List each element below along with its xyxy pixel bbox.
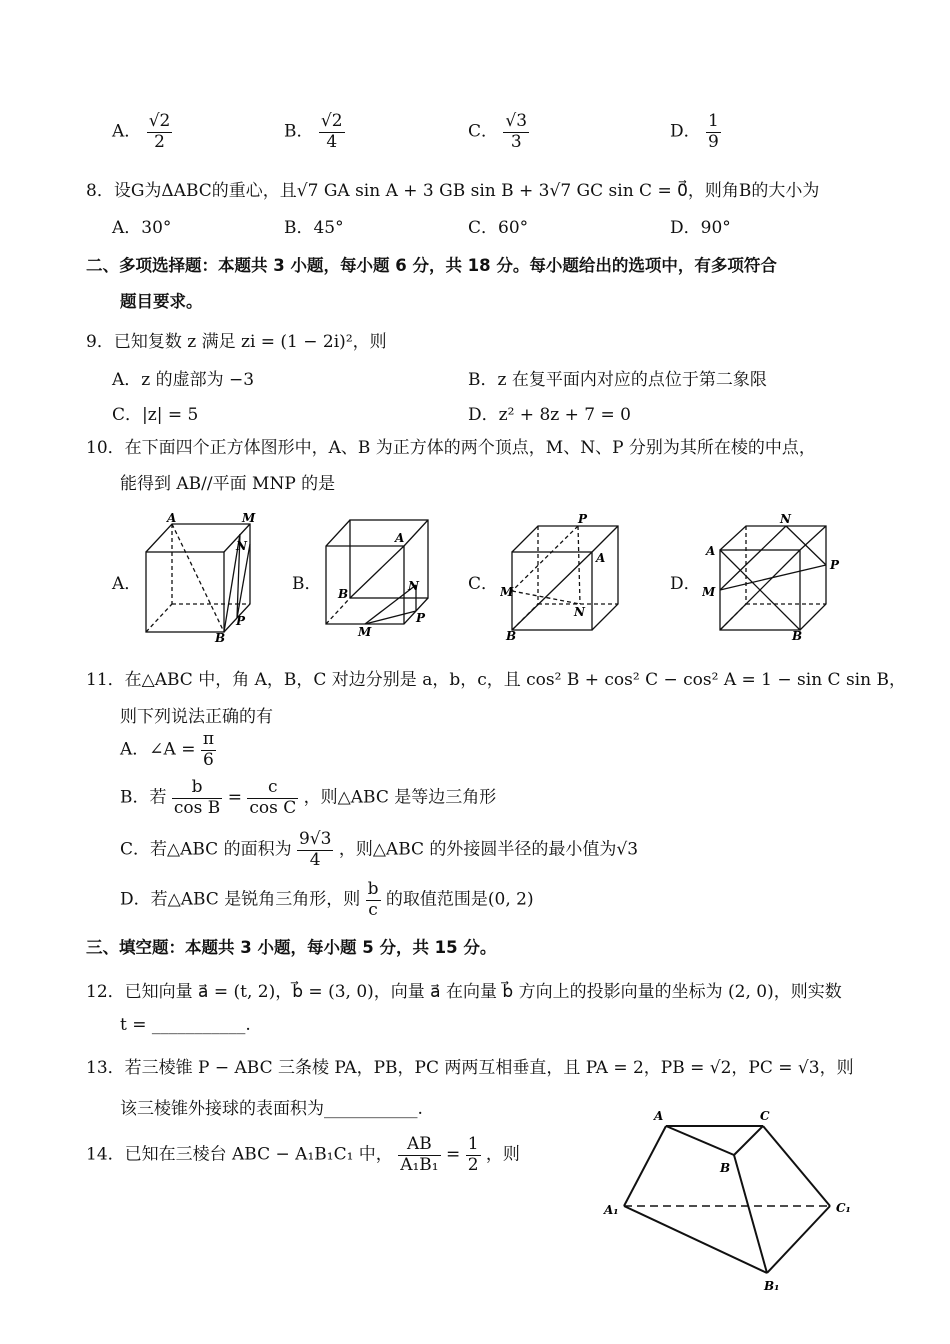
frustum-label-A: A — [654, 1109, 664, 1123]
q7-option-c: C． $\frac{√3}{3}$ — [468, 111, 528, 152]
section2-heading-cont: 题目要求。 — [120, 292, 203, 311]
q10-label-d: D． — [670, 574, 701, 594]
q12-blank: t = ___________. — [120, 1015, 251, 1035]
fig-a-label-P: P — [236, 614, 246, 628]
fig-b-label-M: M — [358, 625, 372, 639]
q11-option-a: A．∠A = $\frac{\pi}{6}$ — [120, 729, 215, 770]
q11-stem: 11．在△ABC 中，角 A，B，C 对边分别是 a，b，c，且 cos² B + cos² C − cos² A = 1 − sin C sin B， — [86, 670, 906, 690]
q7-option-a: A． $\frac{√2}{2}$ — [112, 111, 171, 152]
frustum-label-C: C — [760, 1109, 770, 1123]
q8-stem: 8．设G为ΔABC的重心，且√7 GA sin A + 3 GB sin B + 3√7 GC sin C = 0⃗，则角B的大小为 — [86, 181, 820, 201]
section3-heading: 三、填空题：本题共 3 小题，每小题 5 分，共 15 分。 — [86, 938, 497, 957]
frustum-label-B: B — [720, 1161, 731, 1175]
q10-label-a: A． — [112, 574, 142, 594]
frustum-figure — [600, 1100, 860, 1300]
q14-stem: 14．已知在三棱台 ABC − A₁B₁C₁ 中， $\frac{AB}{\text{A₁B₁}}$ = $\frac{1}{2}$ ，则 — [86, 1134, 520, 1175]
q9-option-c: C．|z| = 5 — [112, 405, 199, 425]
q10-figure-d — [702, 512, 847, 642]
fig-d-label-N: N — [780, 512, 791, 526]
fig-d-label-M: M — [702, 585, 716, 599]
q9-option-b: B．z 在复平面内对应的点位于第二象限 — [468, 370, 767, 390]
fig-c-label-M: M — [500, 585, 514, 599]
fig-d-label-A: A — [706, 544, 716, 558]
q10-figure-c — [500, 512, 630, 642]
fig-d-label-P: P — [830, 558, 840, 572]
section2-heading: 二、多项选择题：本题共 3 小题，每小题 6 分，共 18 分。每小题给出的选项中，有多项符合 — [86, 256, 777, 275]
q11-option-b: B．若 $\frac{b}{\text{cos B}}$ = $\frac{c}{\text{cos C}}$ ，则△ABC 是等边三角形 — [120, 777, 497, 818]
frustum-label-A1: A₁ — [604, 1203, 619, 1217]
q9-option-d: D．z² + 8z + 7 = 0 — [468, 405, 631, 425]
fig-d-label-B: B — [792, 629, 803, 642]
fig-c-label-B: B — [506, 629, 517, 642]
q10-figure-b — [318, 512, 438, 642]
q13-stem: 13．若三棱锥 P − ABC 三条棱 PA，PB，PC 两两互相垂直，且 PA = 2，PB = √2，PC = √3，则 — [86, 1058, 854, 1078]
fig-c-label-N: N — [574, 605, 585, 619]
q12-stem: 12．已知向量 a⃗ = (t, 2)，b⃗ = (3, 0)，向量 a⃗ 在向量 b⃗ 方向上的投影向量的坐标为 (2, 0)，则实数 — [86, 982, 842, 1002]
fig-a-label-N: N — [236, 539, 247, 553]
q11-option-c: C．若△ABC 的面积为 $\frac{9√3}{4}$ ，则△ABC 的外接圆半径的最小值为√3 — [120, 829, 639, 870]
q10-label-c: C． — [468, 574, 499, 594]
fig-b-label-A: A — [395, 531, 405, 545]
fig-b-label-N: N — [408, 579, 419, 593]
frustum-label-B1: B₁ — [764, 1279, 780, 1293]
q7-option-b: B． $\frac{√2}{4}$ — [284, 111, 343, 152]
fig-b-label-B: B — [338, 587, 349, 601]
fig-c-label-A: A — [596, 551, 606, 565]
q9-stem: 9．已知复数 z 满足 zi = (1 − 2i)²，则 — [86, 332, 387, 352]
q9-option-a: A．z 的虚部为 −3 — [112, 370, 255, 390]
fig-a-label-A: A — [167, 511, 177, 525]
q8-option-b: B．45° — [284, 218, 344, 238]
fig-b-label-P: P — [416, 611, 426, 625]
fig-a-label-B: B — [215, 631, 226, 645]
frustum-label-C1: C₁ — [836, 1201, 851, 1215]
q8-option-c: C．60° — [468, 218, 529, 238]
q10-stem: 10．在下面四个正方体图形中，A、B 为正方体的两个顶点，M、N、P 分别为其所在棱的中点， — [86, 438, 816, 458]
q8-option-a: A．30° — [112, 218, 172, 238]
q11-option-d: D．若△ABC 是锐角三角形，则 $\frac{b}{c}$ 的取值范围是(0, 2) — [120, 879, 534, 920]
fig-c-label-P: P — [578, 512, 588, 526]
q10-stem-cont: 能得到 AB//平面 MNP 的是 — [120, 474, 336, 494]
q13-blank: 该三棱锥外接球的表面积为___________. — [120, 1099, 423, 1119]
q10-label-b: B． — [292, 574, 322, 594]
q11-stem-cont: 则下列说法正确的有 — [120, 707, 273, 727]
fig-a-label-M: M — [242, 511, 256, 525]
q10-figure-a — [140, 510, 260, 645]
q7-option-d: D． $\frac{1}{9}$ — [670, 111, 719, 152]
q8-option-d: D．90° — [670, 218, 731, 238]
